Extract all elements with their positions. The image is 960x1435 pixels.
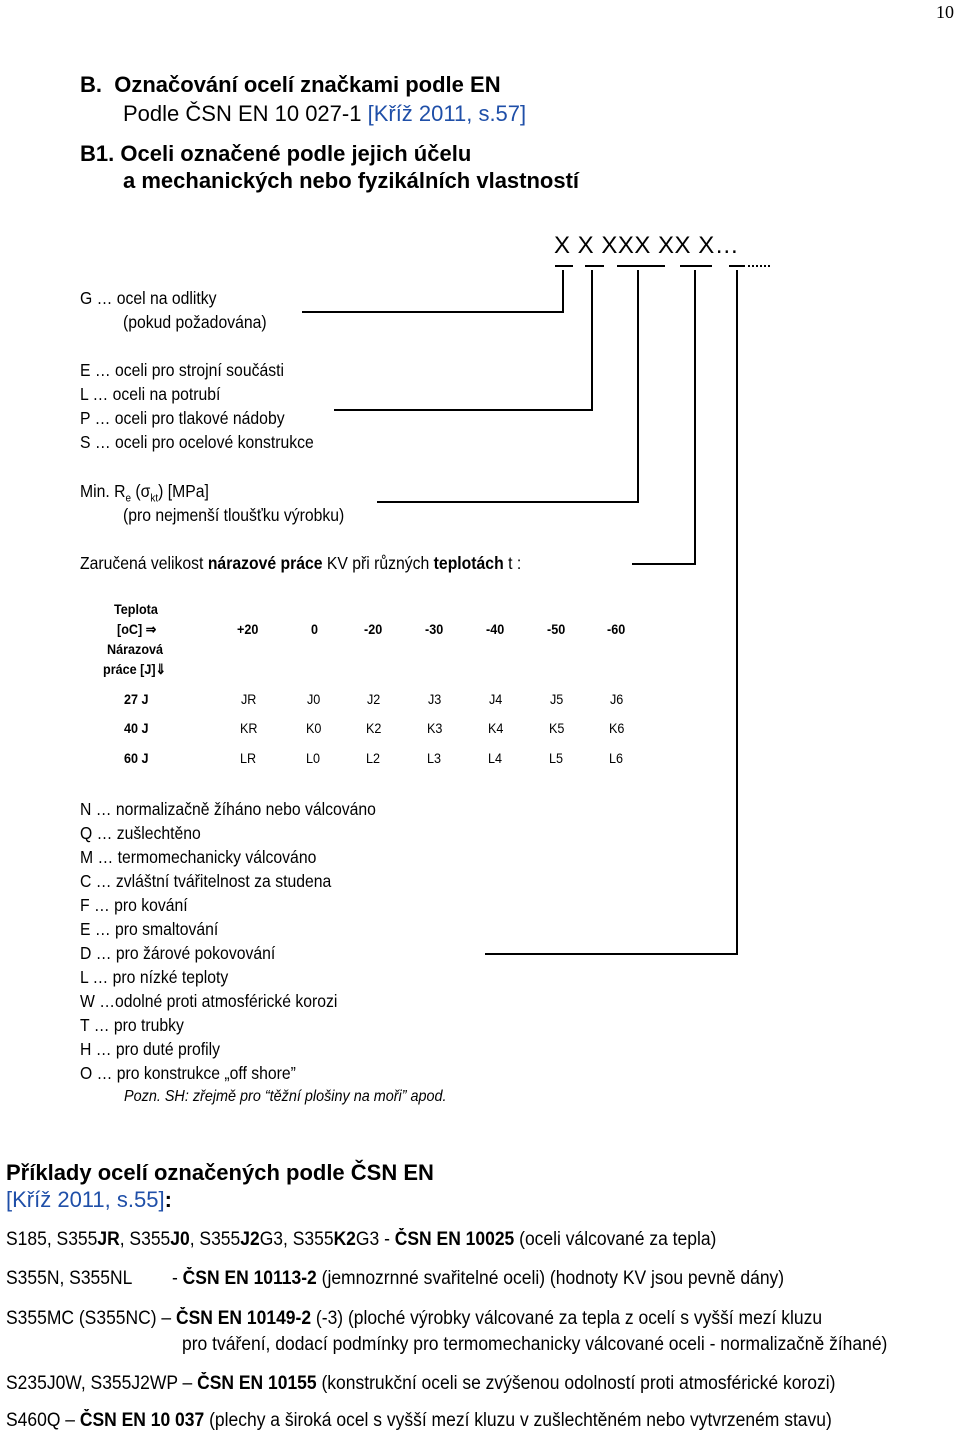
label-l: L … oceli na potrubí — [80, 384, 221, 404]
list-item: T … pro trubky — [80, 1015, 184, 1035]
ex1-i: G3 - — [355, 1229, 395, 1250]
code-cell: J5 — [550, 691, 564, 707]
list-item: D … pro žárové pokovování — [80, 943, 276, 963]
energy-60: 60 J — [124, 750, 149, 766]
ex3-c: (-3) (ploché výrobky válcované za tepla z ocelí s vyšší mezí kluzu — [311, 1308, 823, 1329]
label-min-re-note: (pro nejmenší tloušťku výrobku) — [123, 505, 345, 525]
examples-title — [6, 1160, 434, 1186]
table-header-teplota: Teplota — [114, 601, 158, 617]
label-e: E … oceli pro strojní součásti — [80, 360, 284, 380]
code-cell: KR — [240, 720, 258, 736]
list-item: L … pro nízké teploty — [80, 967, 229, 987]
temp-col-5: -40 — [486, 621, 505, 637]
table-header-unit: [oC] ⇒ — [117, 621, 157, 637]
ex1-b: JR — [97, 1229, 120, 1250]
connector-re — [377, 270, 638, 502]
min-re-sigma: (σ — [131, 481, 151, 501]
example-line-4 — [6, 1373, 835, 1395]
energy-40: 40 J — [124, 720, 149, 736]
code-cell: L3 — [427, 750, 442, 766]
temp-col-7: -60 — [607, 621, 626, 637]
section-b-title: Označování ocelí značkami podle EN — [114, 72, 501, 97]
list-item: M … termomechanicky válcováno — [80, 847, 317, 867]
example-line-2-label: S355N, S355NL — [6, 1268, 133, 1289]
list-item: F … pro kování — [80, 895, 188, 915]
min-re-sub-kt: kt — [150, 492, 159, 505]
pozn-note: Pozn. SH: zřejmě pro “těžní plošiny na moři” apod. — [124, 1088, 447, 1105]
ex2-d: (jemnozrnné svařitelné oceli) (hodnoty KV jsou pevně dány) — [316, 1268, 785, 1289]
ex5-b: ČSN EN 10 037 — [79, 1410, 205, 1431]
ex4-a: S235J0W, S355J2WP – — [6, 1373, 198, 1394]
list-item: W …odolné proti atmosférické korozi — [80, 991, 338, 1011]
connector-kv — [632, 270, 695, 564]
label-impact — [80, 553, 521, 574]
label-g: G … ocel na odlitky — [80, 288, 217, 308]
impact-bold-1: nárazové práce — [207, 553, 323, 573]
code-cell: J3 — [428, 691, 442, 707]
ex1-c: , S355 — [119, 1229, 171, 1250]
code-cell: K4 — [488, 720, 504, 736]
code-cell: K6 — [609, 720, 625, 736]
example-line-2 — [172, 1268, 784, 1290]
code-cell: L2 — [366, 750, 381, 766]
label-min-re — [80, 481, 209, 505]
code-cell: J0 — [307, 691, 321, 707]
code-cell: J6 — [610, 691, 624, 707]
examples-ref-line — [6, 1187, 172, 1213]
example-line-3b: pro tváření, dodací podmínky pro termomechanicky válcované oceli - normalizačně žíhané) — [182, 1334, 888, 1355]
code-cell: K0 — [306, 720, 322, 736]
examples-title-text: Příklady ocelí označených podle ČSN EN — [6, 1160, 434, 1185]
table-header-prace: práce [J]⇓ — [103, 661, 167, 677]
code-cell: JR — [241, 691, 257, 707]
ex3-a: S355MC (S355NC) – — [6, 1308, 177, 1329]
temp-col-4: -30 — [425, 621, 444, 637]
code-cell: J4 — [489, 691, 503, 707]
energy-27: 27 J — [124, 691, 149, 707]
temp-col-2: 0 — [311, 621, 319, 637]
label-s: S … oceli pro ocelové konstrukce — [80, 432, 314, 452]
impact-text-2: KV při různých — [322, 553, 434, 573]
min-re-prefix: Min. R — [80, 481, 126, 501]
ex1-d: J0 — [170, 1229, 190, 1250]
code-cell: K5 — [549, 720, 565, 736]
label-g-note: (pokud požadována) — [123, 312, 267, 332]
code-cell: K2 — [366, 720, 382, 736]
list-item: H … pro duté profily — [80, 1039, 221, 1059]
table-header-narazova: Nárazová — [107, 641, 164, 657]
temp-col-6: -50 — [547, 621, 566, 637]
list-item: Q … zušlechtěno — [80, 823, 201, 843]
ex4-c: (konstrukční oceli se zvýšenou odolností proti atmosférické korozi) — [316, 1373, 836, 1394]
ex5-a: S460Q – — [6, 1410, 80, 1431]
page-number: 10 — [936, 2, 954, 22]
section-b-number: B. — [80, 72, 102, 97]
section-b1-title: Oceli označené podle jejich účelu — [120, 141, 472, 166]
list-item: O … pro konstrukce „off shore” — [80, 1063, 296, 1083]
ex1-g: G3, S355 — [259, 1229, 334, 1250]
standard-ref: Podle ČSN EN 10 027-1 — [123, 101, 368, 126]
impact-text-3: t : — [503, 553, 522, 573]
ex1-e: , S355 — [189, 1229, 241, 1250]
ex1-h: K2 — [333, 1229, 356, 1250]
section-b1-number: B1. — [80, 141, 115, 166]
code-cell: K3 — [427, 720, 443, 736]
ex1-j: ČSN EN 10025 — [394, 1229, 515, 1250]
temp-col-3: -20 — [364, 621, 383, 637]
example-line-1 — [6, 1229, 716, 1251]
code-cell: J2 — [367, 691, 381, 707]
list-item: N … normalizačně žíháno nebo válcováno — [80, 799, 376, 819]
impact-text-1: Zaručená velikost — [80, 553, 208, 573]
impact-bold-2: teplotách — [433, 553, 504, 573]
code-cell: L5 — [549, 750, 564, 766]
ex2-b: - — [172, 1268, 183, 1289]
code-cell: LR — [240, 750, 257, 766]
example-line-5 — [6, 1410, 832, 1432]
code-cell: L6 — [609, 750, 624, 766]
connector-suffix — [485, 270, 737, 954]
example-line-3 — [6, 1308, 822, 1330]
ex1-f: J2 — [240, 1229, 260, 1250]
list-item: E … pro smaltování — [80, 919, 219, 939]
ex1-a: S185, S355 — [6, 1229, 98, 1250]
min-re-unit: ) [MPa] — [158, 481, 209, 501]
examples-ref: [Kříž 2011, s.55] — [6, 1187, 165, 1212]
ex2-c: ČSN EN 10113-2 — [182, 1268, 317, 1289]
literature-ref: [Kříž 2011, s.57] — [367, 101, 527, 126]
code-cell: L4 — [488, 750, 503, 766]
code-cell: L0 — [306, 750, 321, 766]
connector-purpose — [334, 270, 592, 410]
ex5-c: (plechy a široká ocel s vyšší mezí kluzu v zušlechtěném nebo vytvrzeném stavu) — [204, 1410, 832, 1431]
ex3-b: ČSN EN 10149-2 — [176, 1308, 312, 1329]
connector-g — [302, 270, 563, 312]
list-item: C … zvláštní tvářitelnost za studena — [80, 871, 332, 891]
temp-col-1: +20 — [237, 621, 259, 637]
designation-header: X X XXX XX X… — [554, 232, 740, 259]
ex4-b: ČSN EN 10155 — [197, 1373, 317, 1394]
section-b1-title-line2: a mechanických nebo fyzikálních vlastností — [123, 168, 580, 193]
label-p: P … oceli pro tlakové nádoby — [80, 408, 285, 428]
ex1-k: (oceli válcované za tepla) — [514, 1229, 717, 1250]
examples-colon: : — [164, 1187, 172, 1212]
min-re-sub-e: e — [125, 492, 132, 505]
